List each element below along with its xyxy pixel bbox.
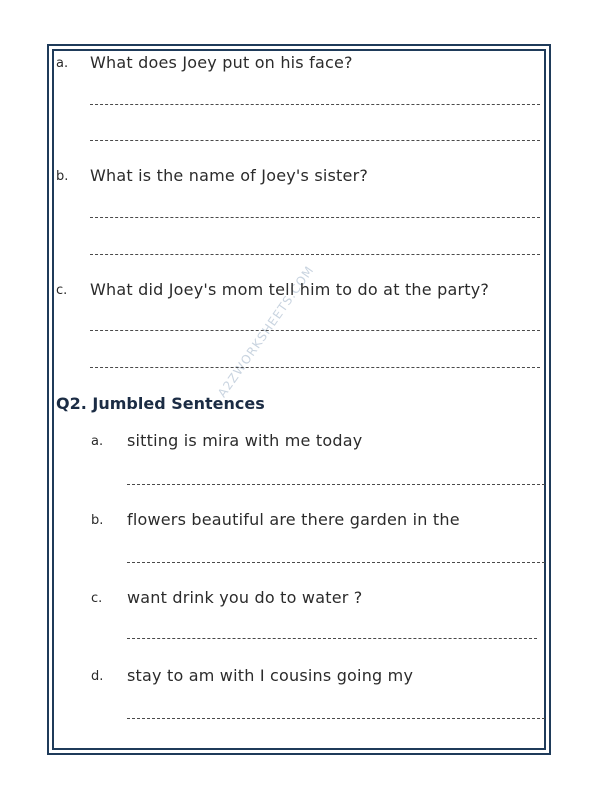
question-b-text: What is the name of Joey's sister?	[90, 166, 369, 185]
jumbled-d-text: stay to am with I cousins going my	[127, 666, 414, 685]
answer-line-a-1[interactable]	[90, 104, 540, 105]
jumbled-c-letter: c.	[91, 591, 103, 606]
answer-line-b-2[interactable]	[90, 254, 540, 255]
question-a-text: What does Joey put on his face?	[90, 53, 353, 72]
answer-line-jumbled-c[interactable]	[127, 638, 537, 639]
jumbled-b-text: flowers beautiful are there garden in the	[127, 510, 460, 529]
watermark: A2ZWORKSHEETS.COM	[215, 263, 317, 401]
jumbled-a-text: sitting is mira with me today	[127, 431, 363, 450]
answer-line-b-1[interactable]	[90, 217, 540, 218]
question-a-letter: a.	[56, 56, 69, 71]
answer-line-jumbled-a[interactable]	[127, 484, 545, 485]
answer-line-jumbled-d[interactable]	[127, 718, 545, 719]
answer-line-c-1[interactable]	[90, 330, 540, 331]
jumbled-d-letter: d.	[91, 669, 104, 684]
jumbled-c-text: want drink you do to water ?	[127, 588, 363, 607]
jumbled-a-letter: a.	[91, 434, 104, 449]
question-c-letter: c.	[56, 283, 68, 298]
section-heading-jumbled: Q2. Jumbled Sentences	[56, 394, 265, 413]
answer-line-c-2[interactable]	[90, 367, 540, 368]
question-c-text: What did Joey's mom tell him to do at the party?	[90, 280, 490, 299]
answer-line-jumbled-b[interactable]	[127, 562, 545, 563]
question-b-letter: b.	[56, 169, 69, 184]
jumbled-b-letter: b.	[91, 513, 104, 528]
answer-line-a-2[interactable]	[90, 140, 540, 141]
